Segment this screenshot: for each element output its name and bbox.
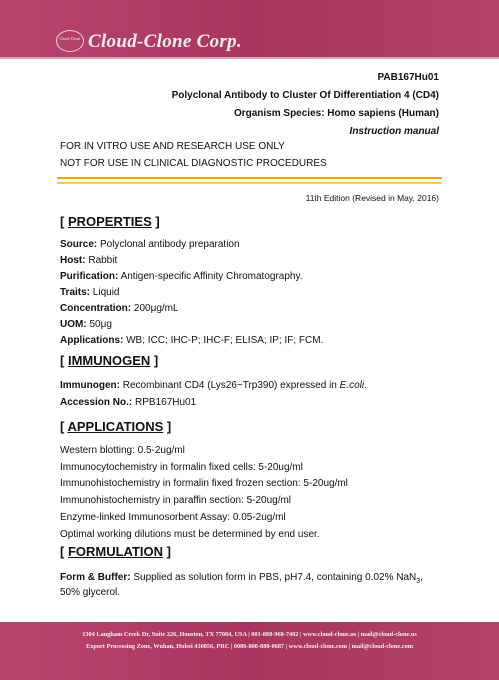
properties-heading-text: PROPERTIES — [67, 214, 152, 229]
product-name: Polyclonal Antibody to Cluster Of Differentiation 4 (CD4) — [171, 90, 439, 101]
immunogen-line: Immunogen: Recombinant CD4 (Lys26~Trp390) expressed in E.coli. — [60, 380, 367, 391]
property-uom: UOM: 50μg — [60, 319, 112, 330]
footer-address-us: 1304 Langham Creek Dr, Suite 226, Houston, TX 77084, USA | 001-888-960-7402 | www.cloud-clone.us | mail@cloud-clone.us — [82, 631, 417, 638]
immunogen-heading-text: IMMUNOGEN — [67, 353, 151, 368]
logo-icon — [56, 30, 84, 52]
property-applications: Applications: WB; ICC; IHC-P; IHC-F; ELISA; IP; IF; FCM. — [60, 335, 324, 346]
application-line: Immunocytochemistry in formalin fixed cells: 5-20ug/ml — [60, 462, 303, 473]
header-underline — [0, 57, 499, 59]
property-purification: Purification: Antigen-specific Affinity Chromatography. — [60, 271, 303, 282]
application-line: Western blotting: 0.5-2ug/ml — [60, 445, 185, 456]
property-traits: Traits: Liquid — [60, 287, 120, 298]
application-line: Immunohistochemistry in paraffin section: 5-20ug/ml — [60, 495, 292, 506]
product-code: PAB167Hu01 — [377, 72, 439, 83]
header-bar — [0, 0, 499, 57]
formulation-heading-text: FORMULATION — [67, 544, 164, 559]
divider-orange — [57, 177, 442, 179]
edition-note: 11th Edition (Revised in May, 2016) — [305, 193, 439, 203]
brand-name: Cloud-Clone Corp. — [88, 31, 242, 52]
application-line: Enzyme-linked Immunosorbent Assay: 0.05-2ug/ml — [60, 512, 286, 523]
property-concentration: Concentration: 200μg/mL — [60, 303, 179, 314]
property-source: Source: Polyclonal antibody preparation — [60, 239, 240, 250]
formulation-line-2: 50% glycerol. — [60, 587, 121, 598]
properties-heading: [ PROPERTIES ] — [60, 214, 160, 229]
notice-not-clinical: NOT FOR USE IN CLINICAL DIAGNOSTIC PROCEDURES — [60, 158, 327, 169]
doc-type: Instruction manual — [349, 126, 439, 137]
immunogen-heading: [ IMMUNOGEN ] — [60, 353, 159, 368]
accession-line: Accession No.: RPB167Hu01 — [60, 397, 197, 408]
property-host: Host: Rabbit — [60, 255, 118, 266]
applications-heading: [ APPLICATIONS ] — [60, 419, 172, 434]
divider-yellow — [57, 182, 442, 184]
footer-address-prc: Export Processing Zone, Wuhan, Hubei 430056, PRC | 0086-800-880-0687 | www.cloud-clone.com | mail@cloud-clone.com — [86, 643, 413, 650]
formulation-heading: [ FORMULATION ] — [60, 544, 171, 559]
applications-heading-text: APPLICATIONS — [67, 419, 164, 434]
formulation-line-1: Form & Buffer: Supplied as solution form in PBS, pH7.4, containing 0.02% NaN$_3$, — [60, 572, 423, 585]
organism-species: Organism Species: Homo sapiens (Human) — [233, 108, 439, 119]
logo-text: Cloud-Clone — [59, 36, 81, 41]
application-line: Immunohistochemistry in formalin fixed frozen section: 5-20ug/ml — [60, 478, 348, 489]
application-line: Optimal working dilutions must be determined by end user. — [60, 529, 320, 540]
notice-research-only: FOR IN VITRO USE AND RESEARCH USE ONLY — [60, 141, 285, 152]
footer-bar — [0, 622, 499, 680]
